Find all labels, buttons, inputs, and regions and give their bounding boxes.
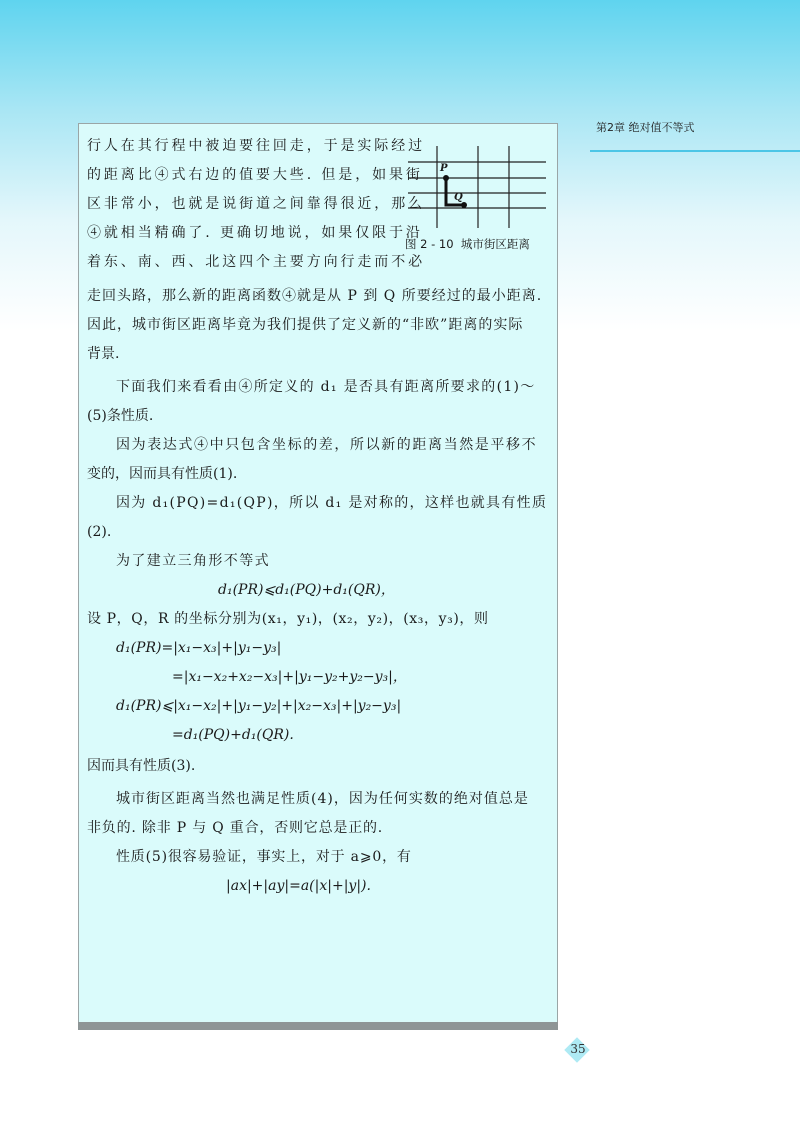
math-line: d₁(PR)⩽d₁(PQ)+d₁(QR)， [218,582,395,598]
math-line: |ax|+|ay|=a(|x|+|y|). [226,878,371,894]
panel-bottom-border [78,1022,558,1030]
figure-number: 图 2 - 10 [405,237,454,251]
body-line: 下面我们来看看由④所定义的 d₁ 是否具有距离所要求的(1)～ [116,379,536,395]
math-line: =|x₁−x₂+x₂−x₃|+|y₁−y₂+y₂−y₃|， [172,669,407,685]
body-line: 为了建立三角形不等式 [116,553,270,569]
point-p-label: P [440,163,448,174]
body-line: 性质(5)很容易验证，事实上，对于 a⩾0，有 [116,849,412,865]
body-line: (5)条性质. [87,408,154,424]
body-line: 城市街区距离当然也满足性质(4)，因为任何实数的绝对值总是 [116,791,529,807]
chapter-header: 第2章 绝对值不等式 [596,121,695,134]
body-line: 非负的. 除非 P 与 Q 重合，否则它总是正的. [87,820,384,836]
body-line: 区非常小，也就是说街道之间靠得很近，那么 [87,196,425,212]
figure-title: 城市街区距离 [460,237,530,251]
body-line: 因而具有性质(3). [87,758,196,774]
body-line: (2). [87,524,112,540]
header-rule [590,150,800,152]
figure-caption [405,236,530,252]
page-number-badge [565,1040,591,1062]
body-line: 的距离比④式右边的值要大些. 但是，如果街 [87,167,423,183]
math-line: d₁(PR)⩽|x₁−x₂|+|y₁−y₂|+|x₂−x₃|+|y₂−y₃| [116,698,402,714]
body-line: 因为 d₁(PQ)=d₁(QP)，所以 d₁ 是对称的，这样也就具有性质 [116,495,548,511]
body-line: 背景. [87,346,120,362]
body-line: 设 P，Q，R 的坐标分别为(x₁，y₁)，(x₂，y₂)，(x₃，y₃)，则 [87,611,489,627]
body-line: ④就相当精确了. 更确切地说，如果仅限于沿 [87,225,423,241]
math-line: =d₁(PQ)+d₁(QR). [172,727,294,743]
body-line: 走回头路，那么新的距离函数④就是从 P 到 Q 所要经过的最小距离. [87,288,543,304]
body-line: 变的，因而具有性质(1). [87,466,238,482]
body-line: 因此，城市街区距离毕竟为我们提供了定义新的“非欧”距离的实际 [87,317,524,333]
body-line: 因为表达式④中只包含坐标的差，所以新的距离当然是平移不 [116,437,538,453]
page-number: 35 [570,1042,586,1056]
body-line: 着东、南、西、北这四个主要方向行走而不必 [87,254,425,270]
point-q-label: Q [454,192,463,203]
math-line: d₁(PR)=|x₁−x₃|+|y₁−y₃| [116,640,282,656]
body-line: 行人在其行程中被迫要往回走，于是实际经过 [87,138,425,154]
